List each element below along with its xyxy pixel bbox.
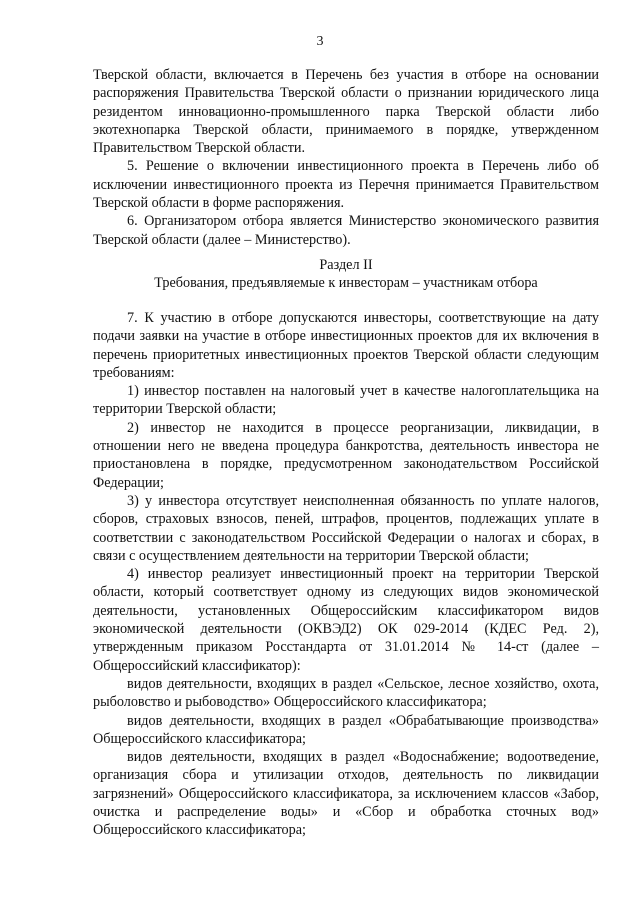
paragraph-item-6: 6. Организатором отбора является Министерство экономического развития Тверской области (далее – Министерство).	[93, 213, 599, 248]
requirement-4: 4) инвестор реализует инвестиционный проект на территории Тверской области, который соответствует одному из следующих видов экономической деятельности, установленных Общероссийским классификатором видов экономической деятельности (ОКВЭД2) ОК 029-2014 (КДЕС Ред. 2), утвержденным приказом Росстандарта от 31.01.2014 № 14-ст (далее – Общероссийский классификатор):	[93, 566, 599, 674]
paragraph-item-5: 5. Решение о включении инвестиционного проекта в Перечень либо об исключении инвестиционного проекта из Перечня принимается Правительством Тверской области в форме распоряжения.	[93, 158, 599, 212]
activity-type-agriculture: видов деятельности, входящих в раздел «Сельское, лесное хозяйство, охота, рыболовство и рыбоводство» Общероссийского классификатора;	[93, 675, 599, 711]
requirement-1: 1) инвестор поставлен на налоговый учет в качестве налогоплательщика на территории Тверской области;	[93, 383, 599, 418]
requirement-3: 3) у инвестора отсутствует неисполненная обязанность по уплате налогов, сборов, страховых взносов, пеней, штрафов, процентов, подлежащих уплате в соответствии с законодательством Российской Федерации о налогах и сборах, в связи с осуществлением деятельности на территории Тверской области;	[93, 492, 599, 564]
paragraph-continuation: Тверской области, включается в Перечень без участия в отборе на основании распоряжения Правительства Тверской области о признании юридического лица резидентом инновационно-промышленного парка Тверской области либо экотехнопарка Тверской области, принимаемого в порядке, утвержденном Правительством Тверской области.	[93, 67, 599, 157]
paragraph-item-7: 7. К участию в отборе допускаются инвесторы, соответствующие на дату подачи заявки на участие в отборе инвестиционных проектов для их включения в перечень приоритетных инвестиционных проектов Тверской области следующим требованиям:	[93, 310, 599, 381]
activity-type-manufacturing: видов деятельности, входящих в раздел «Обрабатывающие производства» Общероссийского классификатора;	[93, 712, 599, 747]
page-number: 3	[316, 34, 324, 49]
section-subtitle: Требования, предъявляемые к инвесторам – участникам отбора	[154, 275, 538, 291]
top-text-block	[93, 66, 599, 249]
section-title: Раздел II	[319, 257, 373, 273]
activity-type-water-supply: видов деятельности, входящих в раздел «Водоснабжение; водоотведение, организация сбора и утилизации отходов, деятельность по ликвидации загрязнений» Общероссийского классификатора, за исключением классов «Забор, очистка и распределение воды» и «Сбор и обработка сточных вод» Общероссийского классификатора;	[93, 749, 599, 839]
section-text-block	[93, 309, 599, 840]
requirement-2: 2) инвестор не находится в процессе реорганизации, ликвидации, в отношении него не введена процедура банкротства, деятельность инвестора не приостановлена в порядке, предусмотренном законодательством Российской Федерации;	[93, 419, 599, 491]
